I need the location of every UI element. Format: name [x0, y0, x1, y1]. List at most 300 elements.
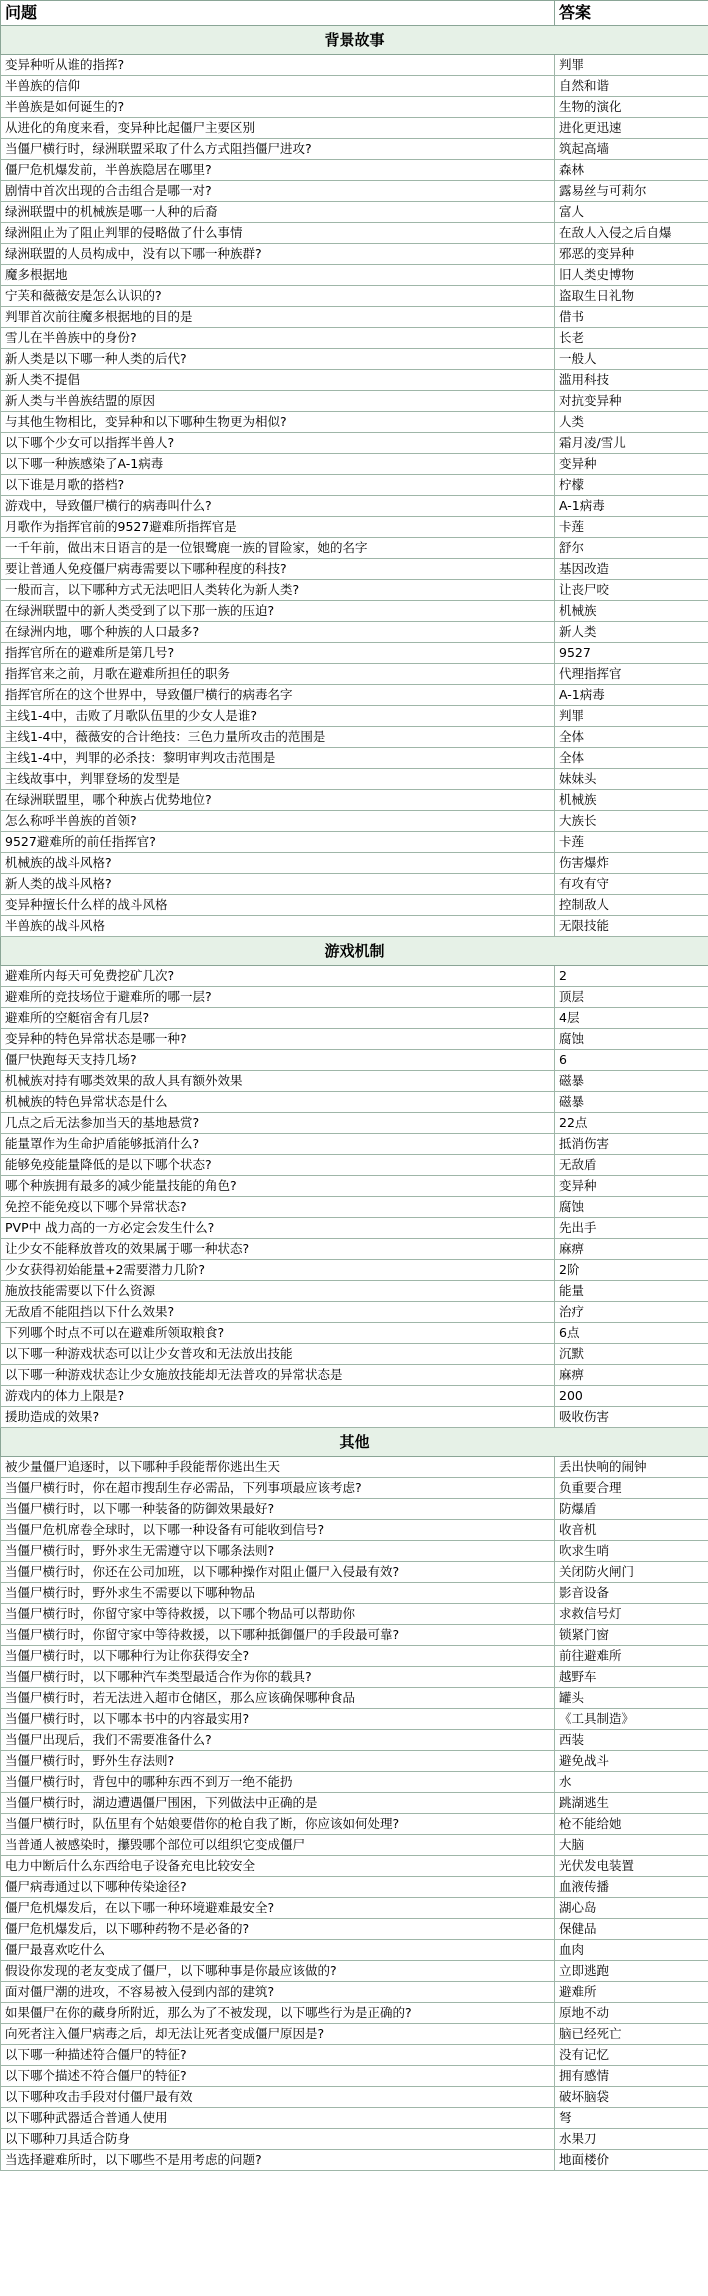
table-row: [1, 1113, 708, 1134]
question-cell: 几点之后无法参加当天的基地悬赏?: [1, 1113, 555, 1134]
question-cell: 剧情中首次出现的合击组合是哪一对?: [1, 181, 555, 202]
question-cell: 以下哪一种游戏状态可以让少女普攻和无法放出技能: [1, 1344, 555, 1365]
answer-cell: 血液传播: [555, 1877, 708, 1898]
table-row: [1, 1604, 708, 1625]
question-cell: 魔多根据地: [1, 265, 555, 286]
question-cell: 少女获得初始能量+2需要潜力几阶?: [1, 1260, 555, 1281]
table-row: [1, 97, 708, 118]
question-cell: 以下哪一种族感染了A-1病毒: [1, 454, 555, 475]
answer-cell: 弩: [555, 2108, 708, 2129]
answer-cell: 先出手: [555, 1218, 708, 1239]
answer-cell: A-1病毒: [555, 685, 708, 706]
question-cell: 以下哪个描述不符合僵尸的特征?: [1, 2066, 555, 2087]
table-row: [1, 790, 708, 811]
qa-table-body: [1, 26, 708, 2171]
question-cell: 主线1-4中，判罪的必杀技：黎明审判攻击范围是: [1, 748, 555, 769]
table-row: [1, 1029, 708, 1050]
question-cell: 变异种的特色异常状态是哪一种?: [1, 1029, 555, 1050]
table-row: [1, 1323, 708, 1344]
answer-cell: 大脑: [555, 1835, 708, 1856]
table-row: [1, 706, 708, 727]
table-row: [1, 1302, 708, 1323]
table-row: [1, 2087, 708, 2108]
answer-cell: 收音机: [555, 1520, 708, 1541]
section-title: 背景故事: [1, 26, 708, 55]
answer-cell: 罐头: [555, 1688, 708, 1709]
table-row: [1, 580, 708, 601]
question-cell: 新人类与半兽族结盟的原因: [1, 391, 555, 412]
table-row: [1, 1365, 708, 1386]
answer-cell: 6: [555, 1050, 708, 1071]
question-cell: 电力中断后什么东西给电子设备充电比较安全: [1, 1856, 555, 1877]
question-cell: 能量罩作为生命护盾能够抵消什么?: [1, 1134, 555, 1155]
question-cell: 以下哪种刀具适合防身: [1, 2129, 555, 2150]
answer-cell: 200: [555, 1386, 708, 1407]
question-cell: 当僵尸横行时，野外生存法则?: [1, 1751, 555, 1772]
answer-cell: 磁暴: [555, 1071, 708, 1092]
table-row: [1, 685, 708, 706]
answer-cell: 伤害爆炸: [555, 853, 708, 874]
table-row: [1, 1625, 708, 1646]
answer-cell: 判罪: [555, 706, 708, 727]
answer-cell: 变异种: [555, 454, 708, 475]
question-cell: 当僵尸横行时，以下哪种汽车类型最适合作为你的载具?: [1, 1667, 555, 1688]
question-cell: 当僵尸横行时，野外求生无需遵守以下哪条法则?: [1, 1541, 555, 1562]
question-cell: 月歌作为指挥官前的9527避难所指挥官是: [1, 517, 555, 538]
question-cell: 主线1-4中，薇薇安的合计绝技：三色力量所攻击的范围是: [1, 727, 555, 748]
question-cell: 避难所的空艇宿舍有几层?: [1, 1008, 555, 1029]
question-cell: 雪儿在半兽族中的身份?: [1, 328, 555, 349]
answer-cell: 卡莲: [555, 832, 708, 853]
question-cell: 机械族的战斗风格?: [1, 853, 555, 874]
question-cell: 指挥官所在的避难所是第几号?: [1, 643, 555, 664]
table-row: [1, 160, 708, 181]
table-row: [1, 1877, 708, 1898]
table-row: [1, 2003, 708, 2024]
question-cell: 9527避难所的前任指挥官?: [1, 832, 555, 853]
answer-cell: 全体: [555, 727, 708, 748]
table-row: [1, 118, 708, 139]
question-cell: 当僵尸出现后，我们不需要准备什么?: [1, 1730, 555, 1751]
section-header-row: [1, 26, 708, 55]
table-row: [1, 832, 708, 853]
answer-cell: 原地不动: [555, 2003, 708, 2024]
question-cell: 假设你发现的老友变成了僵尸，以下哪种事是你最应该做的?: [1, 1961, 555, 1982]
table-row: [1, 1155, 708, 1176]
question-cell: 当僵尸横行时，绿洲联盟采取了什么方式阻挡僵尸进攻?: [1, 139, 555, 160]
table-row: [1, 1092, 708, 1113]
answer-cell: 有攻有守: [555, 874, 708, 895]
answer-cell: 9527: [555, 643, 708, 664]
table-row: [1, 1646, 708, 1667]
question-cell: 以下谁是月歌的搭档?: [1, 475, 555, 496]
question-cell: 机械族对持有哪类效果的敌人具有额外效果: [1, 1071, 555, 1092]
section-title: 其他: [1, 1428, 708, 1457]
table-row: [1, 391, 708, 412]
table-row: [1, 1457, 708, 1478]
table-row: [1, 1008, 708, 1029]
question-cell: 指挥官来之前，月歌在避难所担任的职务: [1, 664, 555, 685]
answer-cell: 霜月凌/雪儿: [555, 433, 708, 454]
answer-cell: 光伏发电装置: [555, 1856, 708, 1877]
question-cell: 以下哪一种描述符合僵尸的特征?: [1, 2045, 555, 2066]
question-cell: 僵尸最喜欢吃什么: [1, 1940, 555, 1961]
answer-cell: 吸收伤害: [555, 1407, 708, 1428]
answer-cell: 立即逃跑: [555, 1961, 708, 1982]
question-cell: 怎么称呼半兽族的首领?: [1, 811, 555, 832]
answer-cell: 滥用科技: [555, 370, 708, 391]
table-row: [1, 1260, 708, 1281]
answer-cell: 地面楼价: [555, 2150, 708, 2171]
answer-cell: 无敌盾: [555, 1155, 708, 1176]
question-cell: 新人类不提倡: [1, 370, 555, 391]
answer-cell: 控制敌人: [555, 895, 708, 916]
answer-column-header: 答案: [555, 1, 708, 26]
table-row: [1, 1197, 708, 1218]
table-row: [1, 895, 708, 916]
table-row: [1, 1982, 708, 2003]
table-row: [1, 1772, 708, 1793]
answer-cell: 治疗: [555, 1302, 708, 1323]
section-header-row: [1, 937, 708, 966]
answer-cell: 腐蚀: [555, 1197, 708, 1218]
answer-cell: 沉默: [555, 1344, 708, 1365]
answer-cell: 破坏脑袋: [555, 2087, 708, 2108]
table-row: [1, 966, 708, 987]
table-row: [1, 601, 708, 622]
answer-cell: 露易丝与可莉尔: [555, 181, 708, 202]
table-row: [1, 1499, 708, 1520]
table-row: [1, 1667, 708, 1688]
question-cell: 让少女不能释放普攻的效果属于哪一种状态?: [1, 1239, 555, 1260]
table-row: [1, 1407, 708, 1428]
answer-cell: 保健品: [555, 1919, 708, 1940]
question-cell: 当僵尸横行时，你在超市搜刮生存必需品，下列事项最应该考虑?: [1, 1478, 555, 1499]
table-row: [1, 1793, 708, 1814]
question-cell: 一般而言，以下哪种方式无法吧旧人类转化为新人类?: [1, 580, 555, 601]
question-cell: 当僵尸横行时，野外求生不需要以下哪种物品: [1, 1583, 555, 1604]
question-cell: 一千年前，做出末日语言的是一位银鹭鹿一族的冒险家，她的名字: [1, 538, 555, 559]
table-row: [1, 916, 708, 937]
answer-cell: 新人类: [555, 622, 708, 643]
question-cell: 被少量僵尸追逐时，以下哪种手段能帮你逃出生天: [1, 1457, 555, 1478]
question-cell: 僵尸危机爆发后，在以下哪一种环境避难最安全?: [1, 1898, 555, 1919]
answer-cell: 借书: [555, 307, 708, 328]
question-cell: 游戏中，导致僵尸横行的病毒叫什么?: [1, 496, 555, 517]
question-cell: 以下哪种攻击手段对付僵尸最有效: [1, 2087, 555, 2108]
table-row: [1, 1730, 708, 1751]
table-row: [1, 1344, 708, 1365]
table-row: [1, 370, 708, 391]
question-cell: 当僵尸横行时，若无法进入超市仓储区，那么应该确保哪种食品: [1, 1688, 555, 1709]
answer-cell: 判罪: [555, 55, 708, 76]
table-row: [1, 559, 708, 580]
answer-cell: 生物的演化: [555, 97, 708, 118]
table-row: [1, 1386, 708, 1407]
table-row: [1, 55, 708, 76]
table-row: [1, 1583, 708, 1604]
table-row: [1, 769, 708, 790]
question-cell: 游戏内的体力上限是?: [1, 1386, 555, 1407]
answer-cell: 麻痹: [555, 1239, 708, 1260]
answer-cell: 没有记忆: [555, 2045, 708, 2066]
answer-cell: 大族长: [555, 811, 708, 832]
question-cell: 指挥官所在的这个世界中，导致僵尸横行的病毒名字: [1, 685, 555, 706]
answer-cell: 森林: [555, 160, 708, 181]
question-cell: 绿洲阻止为了阻止判罪的侵略做了什么事情: [1, 223, 555, 244]
question-cell: 下列哪个时点不可以在避难所领取粮食?: [1, 1323, 555, 1344]
table-row: [1, 538, 708, 559]
table-row: [1, 349, 708, 370]
table-row: [1, 1940, 708, 1961]
table-header-row: [1, 1, 708, 26]
answer-cell: 丢出快响的闹钟: [555, 1457, 708, 1478]
answer-cell: 前往避难所: [555, 1646, 708, 1667]
question-cell: 当僵尸横行时，以下哪种行为让你获得安全?: [1, 1646, 555, 1667]
table-row: [1, 811, 708, 832]
table-row: [1, 2129, 708, 2150]
table-row: [1, 1814, 708, 1835]
table-row: [1, 307, 708, 328]
table-row: [1, 181, 708, 202]
question-cell: 当僵尸横行时，以下哪一种装备的防御效果最好?: [1, 1499, 555, 1520]
question-cell: 援助造成的效果?: [1, 1407, 555, 1428]
question-cell: 以下哪一种游戏状态让少女施放技能却无法普攻的异常状态是: [1, 1365, 555, 1386]
table-row: [1, 874, 708, 895]
table-row: [1, 622, 708, 643]
question-cell: 在绿洲联盟中的新人类受到了以下那一族的压迫?: [1, 601, 555, 622]
question-cell: 当僵尸横行时，你留守家中等待救援，以下哪种抵御僵尸的手段最可靠?: [1, 1625, 555, 1646]
question-cell: 施放技能需要以下什么资源: [1, 1281, 555, 1302]
question-cell: 能够免疫能量降低的是以下哪个状态?: [1, 1155, 555, 1176]
table-row: [1, 496, 708, 517]
answer-cell: 影音设备: [555, 1583, 708, 1604]
answer-cell: 抵消伤害: [555, 1134, 708, 1155]
answer-cell: 在敌人入侵之后自爆: [555, 223, 708, 244]
table-row: [1, 748, 708, 769]
question-cell: 当僵尸横行时，你留守家中等待救援，以下哪个物品可以帮助你: [1, 1604, 555, 1625]
question-cell: 变异种擅长什么样的战斗风格: [1, 895, 555, 916]
table-row: [1, 328, 708, 349]
table-row: [1, 1856, 708, 1877]
table-row: [1, 2066, 708, 2087]
answer-cell: 越野车: [555, 1667, 708, 1688]
question-cell: 绿洲联盟的人员构成中，没有以下哪一种族群?: [1, 244, 555, 265]
answer-cell: 代理指挥官: [555, 664, 708, 685]
question-cell: 僵尸危机爆发后，以下哪种药物不是必备的?: [1, 1919, 555, 1940]
table-row: [1, 1176, 708, 1197]
question-cell: 当僵尸横行时，以下哪本书中的内容最实用?: [1, 1709, 555, 1730]
table-row: [1, 643, 708, 664]
table-row: [1, 1961, 708, 1982]
table-row: [1, 1134, 708, 1155]
table-row: [1, 1709, 708, 1730]
answer-cell: 人类: [555, 412, 708, 433]
question-cell: 半兽族的信仰: [1, 76, 555, 97]
question-cell: 当僵尸横行时，背包中的哪种东西不到万一绝不能扔: [1, 1772, 555, 1793]
answer-cell: 机械族: [555, 790, 708, 811]
question-cell: 宁芙和薇薇安是怎么认识的?: [1, 286, 555, 307]
answer-cell: 西装: [555, 1730, 708, 1751]
table-row: [1, 139, 708, 160]
answer-cell: 6点: [555, 1323, 708, 1344]
table-row: [1, 1239, 708, 1260]
answer-cell: 顶层: [555, 987, 708, 1008]
question-cell: 免控不能免疫以下哪个异常状态?: [1, 1197, 555, 1218]
answer-cell: 机械族: [555, 601, 708, 622]
section-header-row: [1, 1428, 708, 1457]
question-cell: 要让普通人免疫僵尸病毒需要以下哪种程度的科技?: [1, 559, 555, 580]
answer-cell: 2阶: [555, 1260, 708, 1281]
answer-cell: 基因改造: [555, 559, 708, 580]
answer-cell: 妹妹头: [555, 769, 708, 790]
answer-cell: 进化更迅速: [555, 118, 708, 139]
table-row: [1, 1562, 708, 1583]
question-cell: 与其他生物相比，变异种和以下哪种生物更为相似?: [1, 412, 555, 433]
question-cell: 当僵尸横行时，你还在公司加班，以下哪种操作对阻止僵尸入侵最有效?: [1, 1562, 555, 1583]
answer-cell: 《工具制造》: [555, 1709, 708, 1730]
answer-cell: 邪恶的变异种: [555, 244, 708, 265]
answer-cell: 卡莲: [555, 517, 708, 538]
question-cell: 绿洲联盟中的机械族是哪一人种的后裔: [1, 202, 555, 223]
table-row: [1, 2108, 708, 2129]
table-row: [1, 76, 708, 97]
answer-cell: 舒尔: [555, 538, 708, 559]
table-row: [1, 853, 708, 874]
answer-cell: 吹求生哨: [555, 1541, 708, 1562]
question-cell: 主线故事中，判罪登场的发型是: [1, 769, 555, 790]
question-cell: 以下哪个少女可以指挥半兽人?: [1, 433, 555, 454]
answer-cell: 避免战斗: [555, 1751, 708, 1772]
question-cell: 变异种听从谁的指挥?: [1, 55, 555, 76]
answer-cell: 关闭防火闸门: [555, 1562, 708, 1583]
table-row: [1, 1541, 708, 1562]
answer-cell: 脑已经死亡: [555, 2024, 708, 2045]
question-cell: 避难所的竞技场位于避难所的哪一层?: [1, 987, 555, 1008]
answer-cell: 枪不能给她: [555, 1814, 708, 1835]
question-cell: 从进化的角度来看，变异种比起僵尸主要区别: [1, 118, 555, 139]
question-cell: 当普通人被感染时，攥毁哪个部位可以组织它变成僵尸: [1, 1835, 555, 1856]
table-row: [1, 1071, 708, 1092]
answer-cell: 变异种: [555, 1176, 708, 1197]
answer-cell: 2: [555, 966, 708, 987]
answer-cell: 求救信号灯: [555, 1604, 708, 1625]
table-row: [1, 1478, 708, 1499]
table-row: [1, 664, 708, 685]
question-cell: 新人类是以下哪一种人类的后代?: [1, 349, 555, 370]
answer-cell: 负重要合理: [555, 1478, 708, 1499]
question-cell: 僵尸病毒通过以下哪种传染途径?: [1, 1877, 555, 1898]
answer-cell: 水果刀: [555, 2129, 708, 2150]
table-row: [1, 987, 708, 1008]
answer-cell: 能量: [555, 1281, 708, 1302]
table-row: [1, 2024, 708, 2045]
question-cell: 无敌盾不能阻挡以下什么效果?: [1, 1302, 555, 1323]
table-row: [1, 1520, 708, 1541]
answer-cell: 全体: [555, 748, 708, 769]
question-cell: 当僵尸横行时，队伍里有个姑娘要借你的枪自我了断，你应该如何处理?: [1, 1814, 555, 1835]
table-row: [1, 223, 708, 244]
table-row: [1, 2150, 708, 2171]
question-cell: 以下哪种武器适合普通人使用: [1, 2108, 555, 2129]
question-cell: 半兽族是如何诞生的?: [1, 97, 555, 118]
question-cell: 僵尸快跑每天支持几场?: [1, 1050, 555, 1071]
answer-cell: 长老: [555, 328, 708, 349]
answer-cell: 柠檬: [555, 475, 708, 496]
question-cell: 新人类的战斗风格?: [1, 874, 555, 895]
question-cell: 哪个种族拥有最多的减少能量技能的角色?: [1, 1176, 555, 1197]
question-cell: 当僵尸危机席卷全球时，以下哪一种设备有可能收到信号?: [1, 1520, 555, 1541]
answer-cell: 一般人: [555, 349, 708, 370]
table-row: [1, 727, 708, 748]
question-cell: 当选择避难所时，以下哪些不是用考虑的问题?: [1, 2150, 555, 2171]
answer-cell: 避难所: [555, 1982, 708, 2003]
answer-cell: 4层: [555, 1008, 708, 1029]
question-cell: 判罪首次前往魔多根据地的目的是: [1, 307, 555, 328]
table-row: [1, 1898, 708, 1919]
table-row: [1, 433, 708, 454]
answer-cell: 拥有感情: [555, 2066, 708, 2087]
answer-cell: 对抗变异种: [555, 391, 708, 412]
table-row: [1, 2045, 708, 2066]
answer-cell: 让丧尸咬: [555, 580, 708, 601]
answer-cell: 无限技能: [555, 916, 708, 937]
question-cell: 面对僵尸潮的进攻，不容易被入侵到内部的建筑?: [1, 1982, 555, 2003]
table-row: [1, 1835, 708, 1856]
question-cell: 半兽族的战斗风格: [1, 916, 555, 937]
answer-cell: 锁紧门窗: [555, 1625, 708, 1646]
table-row: [1, 1050, 708, 1071]
question-cell: 机械族的特色异常状态是什么: [1, 1092, 555, 1113]
table-row: [1, 454, 708, 475]
table-row: [1, 1218, 708, 1239]
section-title: 游戏机制: [1, 937, 708, 966]
table-row: [1, 412, 708, 433]
question-cell: 避难所内每天可免费挖矿几次?: [1, 966, 555, 987]
answer-cell: 麻痹: [555, 1365, 708, 1386]
question-cell: 向死者注入僵尸病毒之后，却无法让死者变成僵尸原因是?: [1, 2024, 555, 2045]
question-cell: 主线1-4中，击败了月歌队伍里的少女人是谁?: [1, 706, 555, 727]
table-row: [1, 1688, 708, 1709]
question-cell: PVP中 战力高的一方必定会发生什么?: [1, 1218, 555, 1239]
answer-cell: 富人: [555, 202, 708, 223]
question-cell: 僵尸危机爆发前，半兽族隐居在哪里?: [1, 160, 555, 181]
answer-cell: 自然和谐: [555, 76, 708, 97]
answer-cell: 旧人类史博物: [555, 265, 708, 286]
question-cell: 如果僵尸在你的藏身所附近，那么为了不被发现，以下哪些行为是正确的?: [1, 2003, 555, 2024]
table-row: [1, 202, 708, 223]
answer-cell: 盗取生日礼物: [555, 286, 708, 307]
answer-cell: 防爆盾: [555, 1499, 708, 1520]
answer-cell: 血肉: [555, 1940, 708, 1961]
table-row: [1, 1751, 708, 1772]
table-row: [1, 244, 708, 265]
table-row: [1, 517, 708, 538]
answer-cell: 水: [555, 1772, 708, 1793]
answer-cell: 筑起高墙: [555, 139, 708, 160]
table-row: [1, 1919, 708, 1940]
table-row: [1, 265, 708, 286]
answer-cell: 磁暴: [555, 1092, 708, 1113]
answer-cell: 腐蚀: [555, 1029, 708, 1050]
answer-cell: 22点: [555, 1113, 708, 1134]
question-cell: 在绿洲联盟里，哪个种族占优势地位?: [1, 790, 555, 811]
answer-cell: A-1病毒: [555, 496, 708, 517]
table-row: [1, 475, 708, 496]
answer-cell: 湖心岛: [555, 1898, 708, 1919]
table-row: [1, 1281, 708, 1302]
answer-cell: 跳湖逃生: [555, 1793, 708, 1814]
